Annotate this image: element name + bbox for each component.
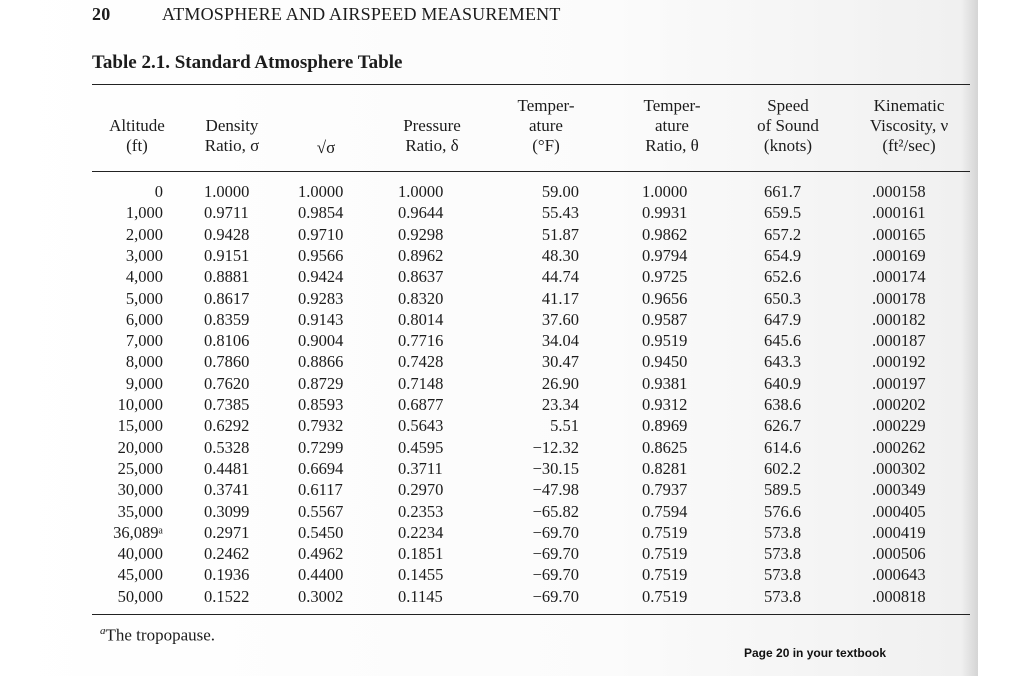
running-head	[92, 4, 561, 25]
table-cell: 48.30	[541, 245, 579, 265]
table-cell: 1.0000	[398, 182, 444, 201]
table-cell: .000818	[872, 586, 926, 606]
column-header-3-line3: √σ	[316, 138, 336, 157]
table-cell: 0.2970	[398, 480, 444, 500]
column-header-2-line2: Ratio, σ	[204, 136, 260, 155]
table-cell: 0.9854	[298, 203, 344, 223]
table-cell: 652.6	[764, 267, 802, 287]
table-cell: 10,000	[117, 395, 163, 414]
column-header-5	[476, 96, 616, 156]
table-cell: 3,000	[125, 245, 163, 265]
table-cell: 0.9298	[398, 224, 444, 244]
table-cell: 661.7	[764, 182, 802, 201]
table-cell: 0.9710	[298, 224, 344, 244]
table-cell: 5.51	[550, 416, 579, 436]
table-cell: .000178	[872, 288, 926, 308]
table-cell: 7,000	[125, 331, 163, 351]
table-cell: 0.8637	[398, 267, 444, 287]
table-cell: 0.7385	[204, 395, 250, 414]
table-cell: 2,000	[125, 224, 163, 244]
table-cell: 40,000	[117, 544, 163, 564]
column-header-1-line1: Altitude	[109, 116, 165, 135]
table-cell: 44.74	[541, 267, 579, 287]
table-cell: 1.0000	[642, 182, 688, 201]
table-cell: 23.34	[541, 395, 579, 414]
table-cell: 1,000	[125, 203, 163, 223]
table-cell: .000202	[872, 395, 926, 414]
table-cell: 647.9	[764, 309, 802, 329]
table-cell: .000506	[872, 544, 926, 564]
table-cell: 0.9656	[642, 288, 688, 308]
table-cell: 0.5450	[298, 522, 344, 542]
table-cell: −12.32	[532, 437, 579, 457]
column-header-1-line2: (ft)	[126, 136, 148, 155]
table-cell: 0.8962	[398, 245, 444, 265]
table-cell: .000165	[872, 224, 926, 244]
table-cell: 26.90	[541, 373, 579, 393]
table-cell: 638.6	[764, 395, 802, 414]
table-row	[0, 479, 1024, 500]
column-header-7	[718, 96, 858, 156]
table-cell: 0.9587	[642, 309, 688, 329]
table-cell: 573.8	[764, 565, 802, 585]
column-header-7-line2: of Sound	[757, 116, 819, 135]
table-cell: .000302	[872, 458, 926, 478]
table-row	[0, 266, 1024, 287]
table-cell: 0.9644	[398, 203, 444, 223]
table-cell: .000643	[872, 565, 926, 585]
table-row	[0, 564, 1024, 585]
table-cell: 0.5567	[298, 501, 344, 521]
table-cell: .000349	[872, 480, 926, 500]
table-cell: 643.3	[764, 352, 802, 372]
table-cell: 37.60	[541, 309, 579, 329]
table-cell: 0.7620	[204, 373, 250, 393]
table-cell: 0.7594	[642, 501, 688, 521]
table-cell: 0.2353	[398, 501, 444, 521]
table-row	[0, 202, 1024, 223]
table-cell: 59.00	[541, 182, 579, 201]
table-cell: 640.9	[764, 373, 802, 393]
table-cell: .000419	[872, 522, 926, 542]
footnote-text: The tropopause.	[105, 625, 216, 645]
table-cell: 20,000	[117, 437, 163, 457]
column-header-8-line1: Kinematic	[873, 96, 945, 115]
table-cell: 8,000	[125, 352, 163, 372]
table-cell: 0.8359	[204, 309, 250, 329]
table-cell: 0.8881	[204, 267, 250, 287]
table-row	[0, 181, 1024, 202]
column-header-6-line3: Ratio, θ	[645, 136, 699, 155]
table-cell: 645.6	[764, 331, 802, 351]
table-cell: 602.2	[764, 458, 802, 478]
table-cell: 0.6694	[298, 458, 344, 478]
table-cell: −47.98	[532, 480, 579, 500]
table-cell: 5,000	[125, 288, 163, 308]
table-row	[0, 415, 1024, 436]
table-cell: 0.9424	[298, 267, 344, 287]
table-cell: 0.3002	[298, 586, 344, 606]
header-bottom-rule	[92, 171, 970, 172]
table-cell: .000197	[872, 373, 926, 393]
table-cell: 0.4400	[298, 565, 344, 585]
table-cell: 0.9725	[642, 267, 688, 287]
table-row	[0, 351, 1024, 372]
table-title: Table 2.1. Standard Atmosphere Table	[92, 52, 403, 73]
chapter-title: ATMOSPHERE AND AIRSPEED MEASUREMENT	[162, 4, 561, 24]
table-cell: 0.2971	[204, 522, 250, 542]
table-cell: 30,000	[117, 480, 163, 500]
table-cell: 0.7299	[298, 437, 344, 457]
table-cell: −65.82	[532, 501, 579, 521]
table-cell: 573.8	[764, 544, 802, 564]
column-header-6-line1: Temper-	[643, 96, 701, 115]
table-cell: 573.8	[764, 522, 802, 542]
table-cell: 0.7519	[642, 586, 688, 606]
table-cell: 0.8617	[204, 288, 250, 308]
table-cell: 35,000	[117, 501, 163, 521]
table-cell: 0.8729	[298, 373, 344, 393]
table-row	[0, 309, 1024, 330]
table-cell: 0.7932	[298, 416, 344, 436]
table-cell: 41.17	[541, 288, 579, 308]
table-cell: 0.8281	[642, 458, 688, 478]
table-cell: 34.04	[541, 331, 579, 351]
table-cell: 0.8866	[298, 352, 344, 372]
table-cell: .000158	[872, 182, 926, 201]
table-cell: 6,000	[125, 309, 163, 329]
column-header-7-line1: Speed	[767, 96, 809, 115]
table-cell: 576.6	[764, 501, 802, 521]
table-cell: 0.2462	[204, 544, 250, 564]
table-cell: 1.0000	[204, 182, 250, 201]
footnote	[100, 625, 215, 646]
footnote-marker: a	[100, 625, 106, 637]
table-cell: −69.70	[532, 565, 579, 585]
table-row	[0, 245, 1024, 266]
column-header-8	[839, 96, 979, 156]
table-row	[0, 586, 1024, 607]
column-header-6-line2: ature	[655, 116, 689, 135]
table-row	[0, 394, 1024, 415]
table-bottom-rule	[92, 614, 970, 615]
table-cell: 0.6117	[298, 480, 343, 500]
table-cell: .000405	[872, 501, 926, 521]
table-cell: 0.9931	[642, 203, 688, 223]
table-cell: 0.8969	[642, 416, 688, 436]
table-row	[0, 543, 1024, 564]
table-cell: 0.2234	[398, 522, 444, 542]
column-header-8-line2: Viscosity, ν	[869, 116, 949, 135]
table-cell: 650.3	[764, 288, 802, 308]
table-cell: 1.0000	[298, 182, 344, 201]
table-cell: 0.9312	[642, 395, 688, 414]
table-cell: 0.7937	[642, 480, 688, 500]
table-cell: 614.6	[764, 437, 802, 457]
table-cell: 0.9143	[298, 309, 344, 329]
table-cell: 9,000	[125, 373, 163, 393]
table-cell: 51.87	[541, 224, 579, 244]
table-cell: .000182	[872, 309, 926, 329]
table-cell: 0.9381	[642, 373, 688, 393]
table-cell: 659.5	[764, 203, 802, 223]
table-top-rule	[92, 84, 970, 85]
column-header-5-line3: (°F)	[532, 136, 560, 155]
table-cell: 4,000	[125, 267, 163, 287]
table-cell: 654.9	[764, 245, 802, 265]
table-cell: 0.4595	[398, 437, 444, 457]
table-row	[0, 373, 1024, 394]
table-cell: 0.9004	[298, 331, 344, 351]
table-cell: .000229	[872, 416, 926, 436]
table-row	[0, 458, 1024, 479]
column-header-4-line2: Ratio, δ	[405, 136, 459, 155]
table-cell: 0.3099	[204, 501, 250, 521]
column-header-4-line1: Pressure	[403, 116, 461, 135]
table-cell: 0.4962	[298, 544, 344, 564]
table-cell: 55.43	[541, 203, 579, 223]
table-cell: 0.9450	[642, 352, 688, 372]
table-cell: 0.8014	[398, 309, 444, 329]
table-cell: .000161	[872, 203, 926, 223]
table-cell: 589.5	[764, 480, 802, 500]
table-cell: 15,000	[117, 416, 163, 436]
table-cell: 0.7860	[204, 352, 250, 372]
table-cell: .000187	[872, 331, 926, 351]
table-cell: 25,000	[117, 458, 163, 478]
column-header-5-line2: ature	[529, 116, 563, 135]
table-cell: 0.8593	[298, 395, 344, 414]
table-cell: 0	[154, 182, 163, 201]
table-row	[0, 522, 1024, 543]
table-cell: 0.3741	[204, 480, 250, 500]
table-cell: 0.1455	[398, 565, 444, 585]
table-row	[0, 437, 1024, 458]
column-header-5-line1: Temper-	[517, 96, 575, 115]
table-cell: 45,000	[117, 565, 163, 585]
table-cell: 0.6292	[204, 416, 250, 436]
table-cell: .000192	[872, 352, 926, 372]
table-cell: .000169	[872, 245, 926, 265]
table-cell: 36,089ᵃ	[113, 522, 163, 542]
table-cell: 0.9862	[642, 224, 688, 244]
column-header-7-line3: (knots)	[763, 136, 813, 155]
table-cell: 30.47	[541, 352, 579, 372]
table-cell: 0.7428	[398, 352, 444, 372]
table-cell: 0.9794	[642, 245, 688, 265]
table-cell: 0.7519	[642, 544, 688, 564]
table-cell: .000262	[872, 437, 926, 457]
table-cell: 0.5643	[398, 416, 444, 436]
table-cell: 626.7	[764, 416, 802, 436]
table-cell: 573.8	[764, 586, 802, 606]
table-cell: 0.9566	[298, 245, 344, 265]
table-cell: 0.4481	[204, 458, 250, 478]
table-cell: 0.7148	[398, 373, 444, 393]
table-cell: 0.5328	[204, 437, 250, 457]
column-header-8-line3: (ft²/sec)	[882, 136, 936, 155]
table-cell: 0.3711	[398, 458, 443, 478]
table-cell: 0.1851	[398, 544, 444, 564]
table-cell: 0.7519	[642, 565, 688, 585]
table-row	[0, 330, 1024, 351]
table-cell: −69.70	[532, 522, 579, 542]
table-cell: 0.8106	[204, 331, 250, 351]
table-cell: −30.15	[532, 458, 579, 478]
column-header-2-line1: Density	[205, 116, 259, 135]
table-cell: 0.9519	[642, 331, 688, 351]
table-cell: −69.70	[532, 586, 579, 606]
table-cell: 0.6877	[398, 395, 444, 414]
table-cell: 0.9428	[204, 224, 250, 244]
page-number: 20	[92, 4, 111, 24]
table-cell: 0.1936	[204, 565, 250, 585]
table-cell: 0.1145	[398, 586, 443, 606]
textbook-page-note: Page 20 in your textbook	[744, 646, 887, 660]
table-cell: 0.9711	[204, 203, 249, 223]
table-cell: 0.7716	[398, 331, 444, 351]
table-cell: .000174	[872, 267, 926, 287]
table-row	[0, 501, 1024, 522]
table-cell: 0.1522	[204, 586, 250, 606]
table-cell: 0.9151	[204, 245, 250, 265]
table-cell: 0.9283	[298, 288, 344, 308]
table-cell: 50,000	[117, 586, 163, 606]
table-cell: 0.7519	[642, 522, 688, 542]
table-cell: 0.8625	[642, 437, 688, 457]
table-cell: 0.8320	[398, 288, 444, 308]
table-row	[0, 224, 1024, 245]
table-cell: −69.70	[532, 544, 579, 564]
table-cell: 657.2	[764, 224, 802, 244]
table-row	[0, 288, 1024, 309]
